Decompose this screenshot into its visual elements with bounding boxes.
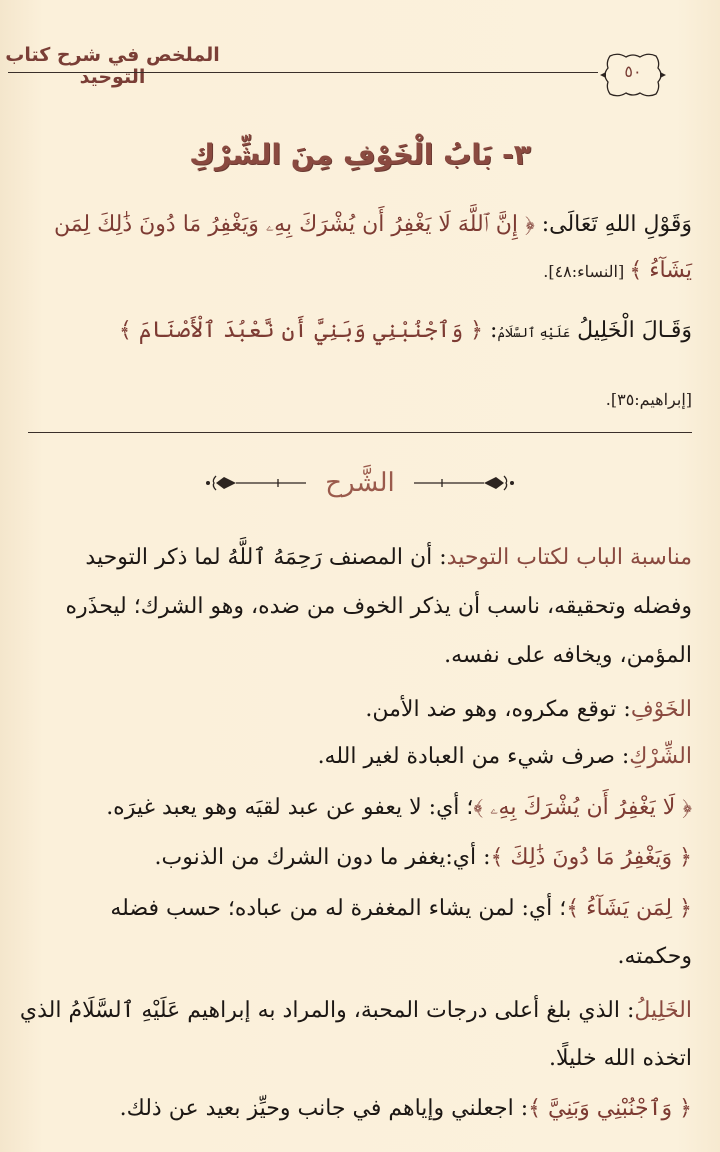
- term-khawf: الخَوْفِ: [630, 697, 692, 722]
- section-divider: [28, 432, 692, 433]
- header-rule: [8, 72, 598, 73]
- sharh-para-munasaba-line1: [28, 545, 692, 571]
- text: : توقع مكروه، وهو ضد الأمن.: [365, 697, 631, 722]
- verse2-colon: :: [483, 318, 498, 343]
- sharh-title: الشَّرح: [325, 468, 395, 498]
- text: : أن المصنف رَحِمَهُ ٱللَّهُ لما ذكر التوحيد: [85, 545, 447, 570]
- definition-khalil-line1: [19, 998, 692, 1024]
- verse2-line: [28, 318, 692, 344]
- text: : اجعلني وإياهم في جانب وحيِّز بعيد عن ذلك.: [119, 1096, 529, 1121]
- verse1-quran-continuation: يَشَآءُ ﴾: [629, 258, 692, 283]
- explanation-wa-yaghfir: [28, 845, 692, 871]
- verse2-quran-text: ﴿ وَٱجْنُبْنِي وَبَنِيَّ أَن نَّعْبُدَ ٱلْأَصْنَامَ ﴾: [118, 318, 484, 343]
- verse2-intro: وَقَـالَ الْخَلِيلُ: [570, 318, 692, 343]
- ornament-right-icon: [186, 473, 306, 493]
- ornament-left-icon: [414, 473, 534, 493]
- sharh-heading: [0, 468, 720, 508]
- explanation-liman-yasha-line2: وحكمته.: [617, 944, 692, 969]
- quran-wajnubni: ﴿ وَٱجْنُبْنِي وَبَنِيَّ ﴾: [528, 1096, 692, 1121]
- text: : صرف شيء من العبادة لغير الله.: [317, 744, 630, 769]
- chapter-title: ٣- بَابُ الْخَوْفِ مِنَ الشِّرْكِ: [189, 138, 531, 171]
- verse1-line2: [28, 258, 692, 284]
- page-number: ٥٠: [624, 62, 642, 81]
- term-munasaba: مناسبة الباب لكتاب التوحيد: [446, 545, 692, 570]
- sharh-para-munasaba-line2: وفضله وتحقيقه، ناسب أن يذكر الخوف من ضده، وهو الشرك؛ ليحذَره: [65, 594, 692, 619]
- verse1-quran-text: ﴿ إِنَّ ٱللَّهَ لَا يَغْفِرُ أَن يُشْرَكَ بِهِۦ وَيَغْفِرُ مَا دُونَ ذَٰلِكَ لِمَن: [53, 212, 535, 237]
- term-khalil: الخَلِيلُ: [634, 998, 692, 1023]
- verse1-intro: وَقَوْلِ اللهِ تَعَالَى:: [534, 212, 692, 237]
- text: : الذي بلغ أعلى درجات المحبة، والمراد به إبراهيم عَلَيْهِ ٱلسَّلَامُ الذي: [19, 998, 635, 1023]
- verse1-reference: [النساء:٤٨].: [543, 262, 630, 281]
- verse2-reference: [إبراهيم:٣٥].: [605, 390, 692, 409]
- quran-la-yaghfir: ﴿ لَا يَغْفِرُ أَن يُشْرَكَ بِهِۦ ﴾: [473, 795, 692, 820]
- verse2-honorific: عَلَيْهِ ٱلسَّلَامُ: [497, 326, 571, 341]
- text: ؛ أي: لا يعفو عن عبد لقيَه وهو يعبد غيرَه.: [106, 795, 474, 820]
- verse1-line1: [28, 212, 692, 238]
- text: : أي:يغفر ما دون الشرك من الذنوب.: [154, 845, 491, 870]
- definition-khawf: [28, 697, 692, 723]
- quran-wa-yaghfir: ﴿ وَيَغْفِرُ مَا دُونَ ذَٰلِكَ ﴾: [490, 845, 692, 870]
- definition-shirk: [28, 744, 692, 770]
- quran-liman-yasha: ﴿ لِمَن يَشَآءُ ﴾: [566, 896, 692, 921]
- definition-khalil-line2: اتخذه الله خليلًا.: [548, 1046, 692, 1071]
- page-number-frame: [598, 52, 668, 98]
- explanation-liman-yasha: [28, 896, 692, 922]
- term-shirk: الشِّرْكِ: [629, 744, 692, 769]
- text: ؛ أي: لمن يشاء المغفرة له من عباده؛ حسب فضله: [110, 896, 567, 921]
- running-header-title: الملخص في شرح كتاب التوحيد: [5, 44, 220, 88]
- sharh-para-munasaba-line3: المؤمن، ويخافه على نفسه.: [444, 643, 692, 668]
- explanation-la-yaghfir: [28, 795, 692, 821]
- explanation-wajnubni: [28, 1096, 692, 1122]
